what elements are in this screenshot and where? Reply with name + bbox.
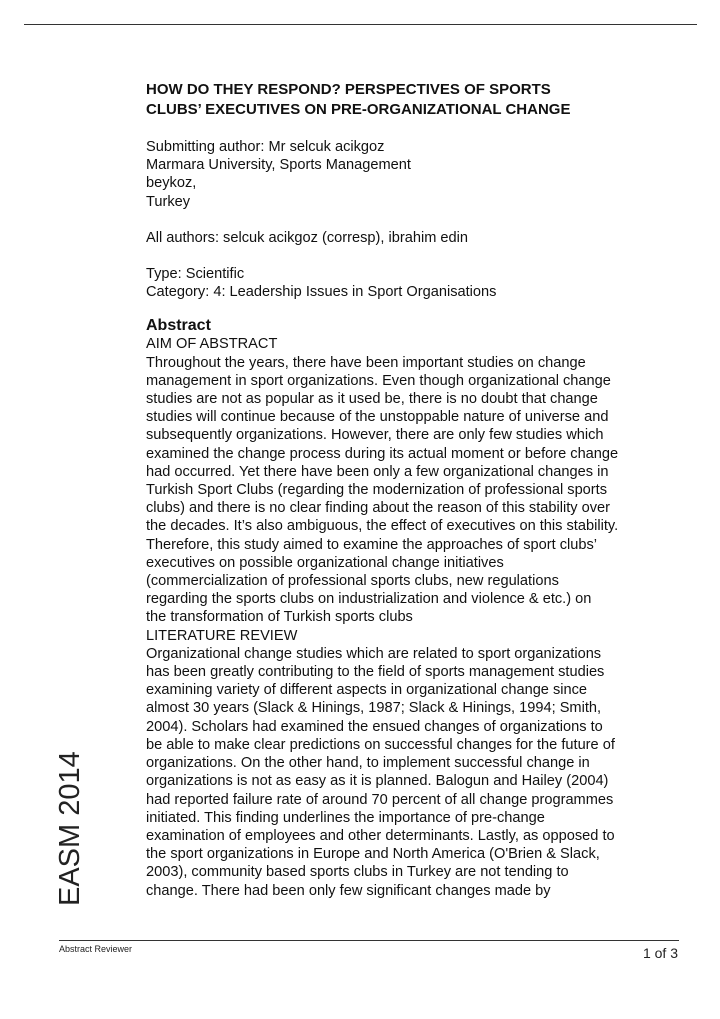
abstract-line: had occurred. Yet there have been only a few organizational changes in bbox=[146, 463, 609, 480]
abstract-line: the decades. It’s also ambiguous, the effect of executives on this stability. bbox=[146, 518, 619, 535]
submitting-author: Submitting author: Mr selcuk acikgoz bbox=[146, 139, 385, 155]
page-number: 1 of 3 bbox=[642, 945, 678, 961]
abstract-line: 2004). Scholars had examined the ensued changes of organizations to bbox=[146, 718, 603, 735]
abstract-line: examination of employees and other determinants. Lastly, as opposed to bbox=[146, 827, 615, 844]
abstract-type: Type: Scientific bbox=[146, 266, 245, 283]
abstract-line: be able to make clear predictions on successful changes for the future of bbox=[146, 736, 615, 753]
abstract-line: Organizational change studies which are related to sport organizations bbox=[146, 645, 602, 662]
abstract-line: clubs) and there is no clear finding about the reason of this stability over bbox=[146, 500, 611, 517]
footer-rule bbox=[59, 940, 679, 941]
footer-reviewer-label: Abstract Reviewer bbox=[59, 944, 133, 954]
abstract-line: examining variety of different aspects in organizational change since bbox=[146, 682, 588, 699]
abstract-line: (commercialization of professional sports clubs, new regulations bbox=[146, 573, 559, 590]
abstract-line: change. There had been only few significant changes made by bbox=[146, 882, 551, 899]
conference-side-label: EASM 2014 bbox=[54, 751, 86, 906]
abstract-line: AIM OF ABSTRACT bbox=[146, 336, 278, 353]
abstract-line: Turkish Sport Clubs (regarding the modernization of professional sports bbox=[146, 482, 608, 499]
abstract-line: subsequently organizations. However, there are only few studies which bbox=[146, 427, 604, 444]
abstract-line: the transformation of Turkish sports clubs bbox=[146, 609, 413, 626]
abstract-line: the sport organizations in Europe and North America (O'Brien & Slack, bbox=[146, 846, 600, 863]
abstract-line: studies are not as popular as it used be, there is no doubt that change bbox=[146, 391, 598, 408]
abstract-line: initiated. This finding underlines the importance of pre-change bbox=[146, 809, 545, 826]
abstract-line: organizations is not as easy as it is planned. Balogun and Hailey (2004) bbox=[146, 773, 609, 790]
abstract-line: 2003), community based sports clubs in Turkey are not tending to bbox=[146, 864, 569, 881]
author-city: beykoz, bbox=[146, 175, 197, 192]
title-line: HOW DO THEY RESPOND? PERSPECTIVES OF SPORTS bbox=[146, 81, 551, 98]
abstract-line: has been greatly contributing to the field of sports management studies bbox=[146, 664, 605, 681]
abstract-line: examined the change process during its actual moment or before change bbox=[146, 445, 619, 462]
abstract-line: Therefore, this study aimed to examine the approaches of sport clubs’ bbox=[146, 536, 598, 553]
abstract-line: executives on possible organizational change initiatives bbox=[146, 554, 504, 571]
submitting-author-block bbox=[146, 138, 666, 211]
all-authors: All authors: selcuk acikgoz (corresp), ibrahim edin bbox=[146, 229, 469, 246]
type-category-block bbox=[146, 265, 666, 301]
abstract-line: had reported failure rate of around 70 percent of all change programmes bbox=[146, 791, 614, 808]
abstract-category: Category: 4: Leadership Issues in Sport Organisations bbox=[146, 284, 497, 301]
document-title bbox=[146, 80, 666, 120]
abstract-line: studies will continue because of the unstoppable nature of universe and bbox=[146, 409, 609, 426]
all-authors-block bbox=[146, 229, 666, 247]
abstract-body bbox=[146, 335, 666, 899]
author-affiliation: Marmara University, Sports Management bbox=[146, 157, 411, 174]
abstract-line: Throughout the years, there have been important studies on change bbox=[146, 354, 586, 371]
title-line: CLUBS’ EXECUTIVES ON PRE-ORGANIZATIONAL CHANGE bbox=[146, 101, 571, 118]
abstract-line: almost 30 years (Slack & Hinings, 1987; Slack & Hinings, 1994; Smith, bbox=[146, 700, 602, 717]
abstract-line: organizations. On the other hand, to implement successful change in bbox=[146, 755, 590, 772]
author-country: Turkey bbox=[146, 193, 191, 210]
abstract-line: LITERATURE REVIEW bbox=[146, 627, 298, 644]
abstract-heading: Abstract bbox=[146, 317, 211, 335]
abstract-line: regarding the sports clubs on industrialization and violence & etc.) on bbox=[146, 591, 592, 608]
abstract-page-content bbox=[146, 80, 666, 900]
header-rule bbox=[24, 24, 697, 25]
abstract-line: management in sport organizations. Even though organizational change bbox=[146, 372, 611, 389]
